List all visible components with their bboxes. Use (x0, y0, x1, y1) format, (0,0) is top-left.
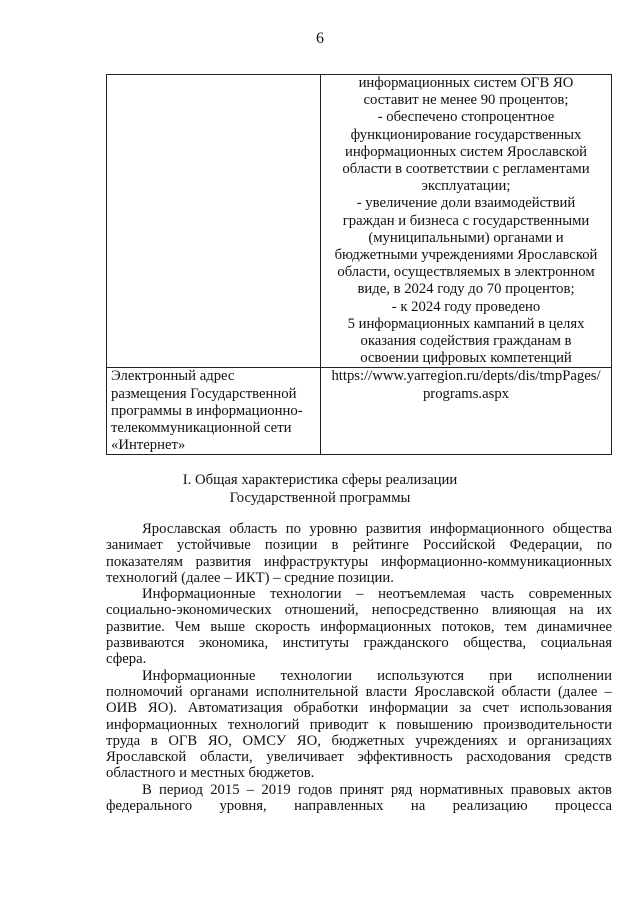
table-line: области в соответствии с регламентами (342, 161, 590, 178)
table-line: составит не менее 90 процентов; (363, 92, 569, 109)
table-line: размещения Государственной (111, 385, 297, 402)
paragraph-line: федерального уровня, направленных на реализацию процесса (106, 798, 612, 815)
section-title-line: Государственной программы (229, 489, 411, 506)
table-line: «Интернет» (111, 437, 186, 454)
paragraph-line: развитие. Чем выше скорость информационных потоков, тем динамичнее (106, 618, 612, 635)
paragraph-line: труда в ОГВ ЯО, ОМСУ ЯО, бюджетных учреждениях и организациях (106, 732, 612, 749)
table-line: - увеличение доли взаимодействий (356, 195, 576, 212)
table-cell-web-address-url (321, 368, 612, 455)
table-line: телекоммуникационной сети (111, 420, 292, 437)
table-row-web-address (107, 368, 612, 455)
table-row-targets (107, 75, 612, 368)
table-line: виде, в 2024 году до 70 процентов; (357, 281, 575, 298)
table-line: программы в информационно- (111, 402, 303, 419)
table-cell-targets (321, 75, 612, 368)
table-cell-web-address-label (107, 368, 321, 455)
paragraph-line: областного и местных бюджетов. (106, 765, 315, 782)
table-line: области, осуществляемых в электронном (337, 264, 595, 281)
body-text (106, 521, 612, 814)
paragraph-line: Ярославская область по уровню развития информационного общества (142, 521, 612, 537)
program-url-line: programs.aspx (422, 385, 510, 402)
section-title (0, 472, 640, 507)
paragraph-line: Информационные технологии используются при исполнении (142, 667, 612, 684)
program-url-line: https://www.yarregion.ru/depts/dis/tmpPages/ (331, 368, 601, 385)
paragraph-line: В период 2015 – 2019 годов принят ряд нормативных правовых актов (142, 781, 612, 798)
table-line: оказания содействия гражданам в (360, 333, 572, 350)
paragraph-line: Информационные технологии – неотъемлемая часть современных (142, 586, 612, 603)
table-line: бюджетными учреждениями Ярославской (334, 247, 598, 264)
paragraph (106, 668, 612, 782)
table-line: информационных систем ОГВ ЯО (358, 75, 574, 91)
section-title-line: I. Общая характеристика сферы реализации (182, 472, 458, 488)
paragraph-line: занимает устойчивые позиции в рейтинге Российской Федерации, по (106, 537, 612, 554)
paragraph-line: развиваются экономика, институты гражданского общества, социальная (106, 635, 612, 652)
program-passport-table (106, 74, 612, 455)
paragraph-line: технологий (далее – ИКТ) – средние позиции. (106, 569, 394, 586)
table-line: функционирование государственных (350, 126, 582, 143)
paragraph (106, 586, 612, 667)
table-line: граждан и бизнеса с государственными (342, 212, 590, 229)
paragraph-line: социально-экономических отношений, непосредственно влияющая на их (106, 602, 612, 619)
table-cell-empty (107, 75, 321, 368)
paragraph (106, 521, 612, 586)
table-line: 5 информационных кампаний в целях (347, 315, 585, 332)
table-line: (муниципальными) органами и (368, 229, 564, 246)
paragraph-line: Ярославской области, увеличивает эффективность расходования средств (106, 749, 612, 766)
table-line: эксплуатации; (421, 178, 511, 195)
page-number: 6 (316, 30, 324, 47)
table-line: Электронный адрес (111, 368, 235, 385)
paragraph-line: полномочий органами исполнительной власти Ярославской области (далее – (106, 683, 612, 700)
paragraph-line: информационных технологий приводит к повышению производительности (106, 716, 612, 733)
paragraph (106, 782, 612, 815)
table-line: - обеспечено стопроцентное (377, 109, 555, 126)
paragraph-line: показателям развития инфраструктуры информационно-коммуникационных (106, 553, 612, 570)
table-line: - к 2024 году проведено (391, 298, 541, 315)
paragraph-line: ОИВ ЯО). Автоматизация обработки информации за счет использования (106, 700, 612, 717)
table-line: информационных систем Ярославской (344, 143, 588, 160)
table-line: освоении цифровых компетенций (360, 350, 572, 367)
paragraph-line: сфера. (106, 651, 147, 668)
